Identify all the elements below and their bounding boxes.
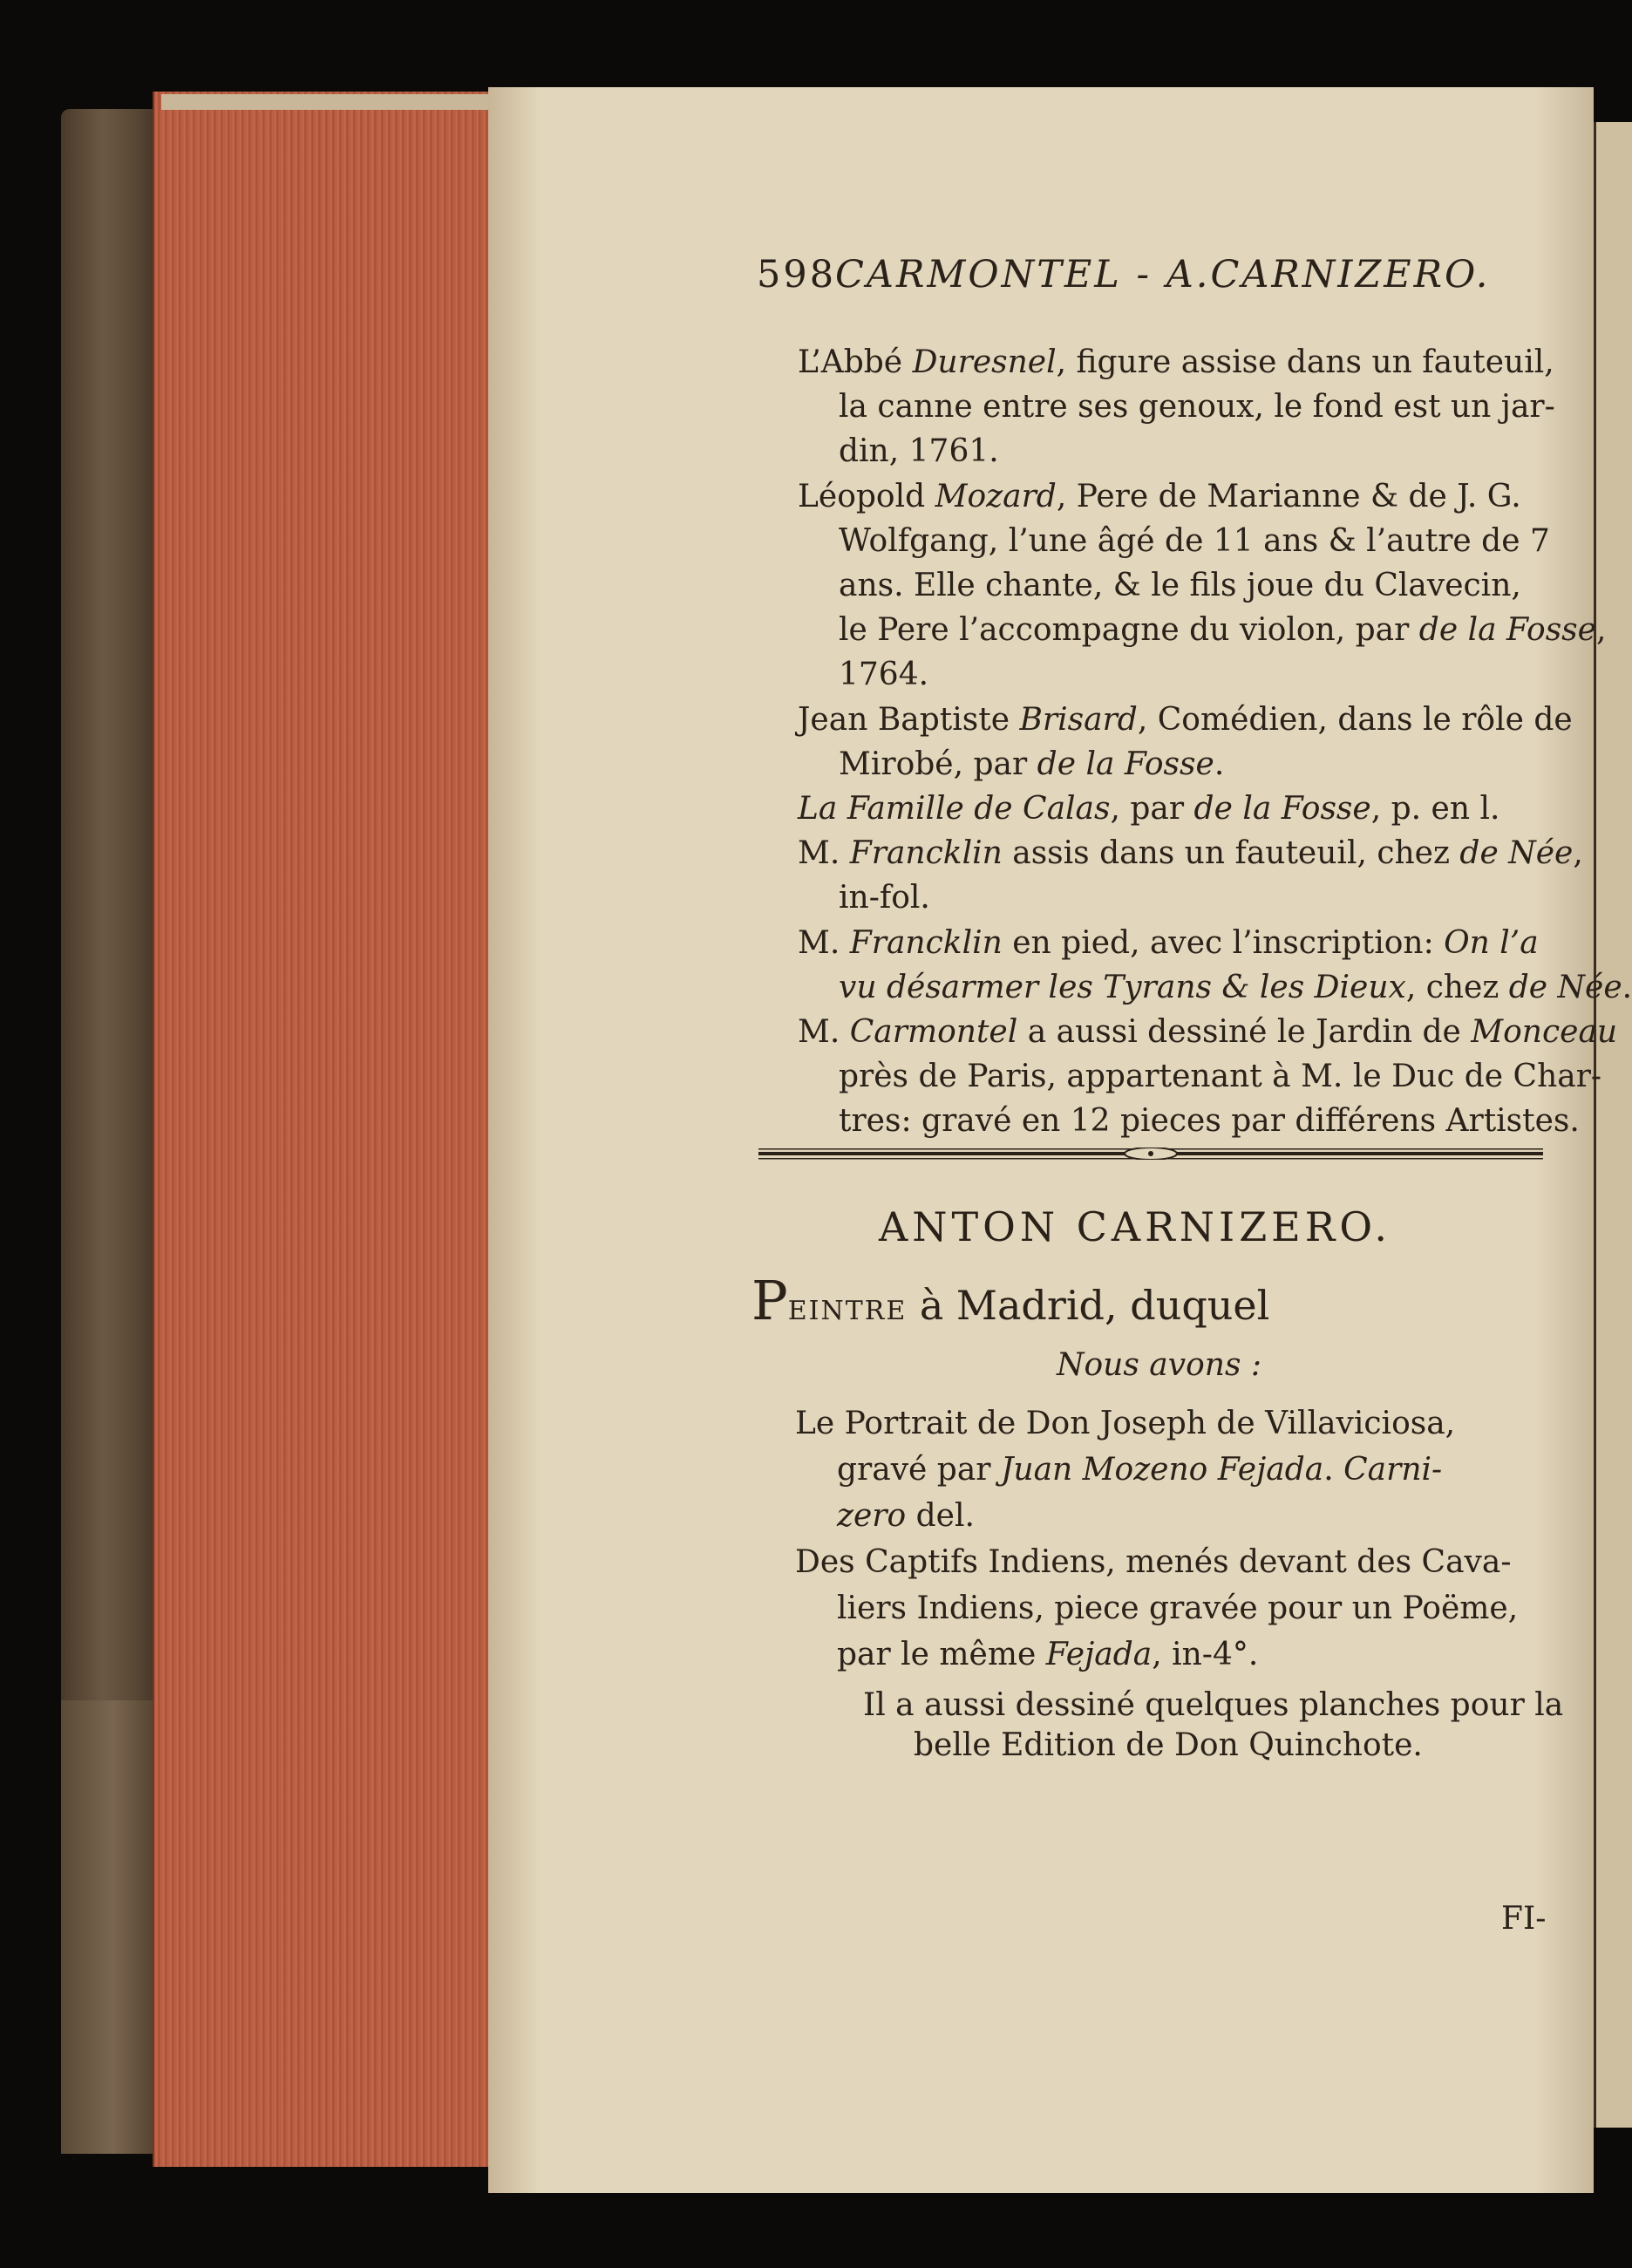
italic-segment: Mozard: [935, 478, 1057, 514]
text-line: [798, 1014, 1618, 1050]
italic-segment: Monceau: [1471, 1014, 1618, 1050]
text-segment: .: [1622, 969, 1632, 1005]
text-segment: , p. en l.: [1370, 791, 1500, 827]
text-segment: M.: [798, 1014, 850, 1050]
text-segment: le Pere l’accompagne du violon, par: [839, 612, 1419, 649]
text-line: [839, 1103, 1580, 1140]
text-line: [798, 479, 1554, 514]
text-segment: , Pere de Marianne & de J. G.: [1056, 478, 1521, 514]
text-segment: in-fol.: [839, 880, 930, 916]
text-line: [798, 791, 1554, 827]
text-segment: Léopold: [798, 478, 935, 514]
italic-segment: Francklin: [849, 924, 1003, 961]
text-line: [837, 1498, 1554, 1534]
text-segment: la canne entre ses genoux, le fond est un jar-: [839, 389, 1555, 426]
text-line: [839, 880, 1554, 916]
italic-segment: Francklin: [849, 835, 1003, 872]
text-segment: din, 1761.: [839, 433, 999, 470]
italic-segment: Duresnel: [912, 344, 1057, 380]
text-line: [914, 1727, 1423, 1763]
text-segment: L’Abbé: [798, 344, 913, 380]
text-line: [798, 344, 1554, 380]
text-segment: tres: gravé en 12 pieces par différens Artistes.: [839, 1103, 1580, 1140]
page-number: 598: [757, 253, 837, 296]
section-intro: [751, 1269, 1269, 1332]
section-heading: ANTON CARNIZERO.: [879, 1203, 1392, 1250]
text-segment: , Comédien, dans le rôle de: [1137, 701, 1573, 738]
text-line: [839, 523, 1554, 559]
page-edges-top: [161, 94, 493, 110]
text-segment: près de Paris, appartenant à M. le Duc de Char-: [839, 1059, 1602, 1095]
text-line: [839, 746, 1554, 782]
italic-segment: de Née: [1508, 969, 1622, 1005]
text-line: [839, 568, 1554, 603]
text-segment: Le Portrait de Don Joseph de Villaviciosa,: [795, 1406, 1456, 1441]
text-line: [863, 1687, 1563, 1723]
text-line: [839, 657, 1554, 692]
intro-text: à Madrid, duquel: [907, 1282, 1270, 1329]
italic-segment: Carni-: [1343, 1452, 1443, 1488]
text-segment: Jean Baptiste: [798, 701, 1020, 738]
running-title: CARMONTEL - A.CARNIZERO.: [835, 253, 1491, 296]
text-line: [798, 835, 1583, 872]
catchword: FI-: [1501, 1901, 1547, 1937]
italic-segment: Carmontel: [849, 1014, 1018, 1050]
text-segment: Des Captifs Indiens, menés devant des Cava-: [795, 1544, 1512, 1580]
text-line: [837, 1637, 1554, 1672]
text-segment: en pied, avec l’inscription:: [1002, 924, 1445, 961]
text-segment: .: [1214, 746, 1225, 782]
text-segment: , par: [1110, 791, 1194, 827]
nous-avons-label: Nous avons :: [1057, 1347, 1261, 1383]
italic-segment: Fejada: [1045, 1637, 1153, 1672]
text-segment: assis dans un fauteuil, chez: [1002, 835, 1460, 872]
italic-segment: de la Fosse: [1193, 791, 1371, 827]
text-segment: Mirobé, par: [839, 746, 1037, 782]
text-segment: , chez: [1405, 969, 1509, 1005]
facing-page-edge: [1594, 122, 1632, 2128]
ornamental-rule: [758, 1148, 1543, 1160]
page-edges: [153, 92, 494, 2167]
italic-segment: de Née: [1459, 835, 1574, 872]
italic-segment: La Famille de Calas: [798, 791, 1111, 827]
text-segment: a aussi dessiné le Jardin de: [1017, 1014, 1472, 1050]
text-line: [795, 1406, 1554, 1441]
italic-segment: de la Fosse: [1418, 612, 1596, 649]
text-line: [837, 1590, 1554, 1626]
text-line: [795, 1544, 1554, 1580]
italic-segment: zero: [837, 1498, 907, 1534]
intro-small-caps: EINTRE: [787, 1296, 908, 1326]
text-segment: belle Edition de Don Quinchote.: [914, 1727, 1423, 1763]
text-segment: M.: [798, 924, 850, 961]
text-segment: ,: [1573, 835, 1583, 872]
text-line: [839, 1059, 1602, 1095]
italic-segment: Juan Mozeno Fejada: [1000, 1452, 1324, 1488]
text-line: [837, 1452, 1554, 1488]
text-segment: , in-4°.: [1152, 1637, 1259, 1672]
text-line: [839, 969, 1632, 1005]
text-segment: liers Indiens, piece gravée pour un Poëme,: [837, 1590, 1519, 1626]
text-segment: ,: [1595, 612, 1607, 649]
text-line: [839, 433, 1554, 469]
text-segment: Il a aussi dessiné quelques planches pour la: [863, 1687, 1564, 1723]
text-line: [798, 701, 1573, 738]
text-segment: del.: [906, 1498, 975, 1534]
italic-segment: vu désarmer les Tyrans & les Dieux: [839, 969, 1406, 1005]
italic-segment: On l’a: [1444, 924, 1539, 961]
text-segment: ans. Elle chante, & le fils joue du Clavecin,: [839, 568, 1521, 603]
text-segment: par le même: [837, 1637, 1046, 1672]
italic-segment: de la Fosse: [1037, 746, 1214, 782]
text-line: [839, 389, 1554, 425]
text-line: [839, 612, 1607, 649]
book-spine-lower: [61, 1700, 166, 2154]
italic-segment: Brisard: [1019, 701, 1138, 738]
text-segment: , figure assise dans un fauteuil,: [1056, 344, 1554, 380]
text-segment: Wolfgang, l’une âgé de 11 ans & l’autre de 7: [839, 522, 1550, 559]
text-segment: .: [1323, 1452, 1344, 1488]
text-line: [798, 925, 1554, 961]
intro-initial: P: [751, 1269, 788, 1332]
text-segment: gravé par: [837, 1452, 1001, 1488]
text-segment: M.: [798, 835, 850, 872]
text-segment: 1764.: [839, 657, 929, 693]
